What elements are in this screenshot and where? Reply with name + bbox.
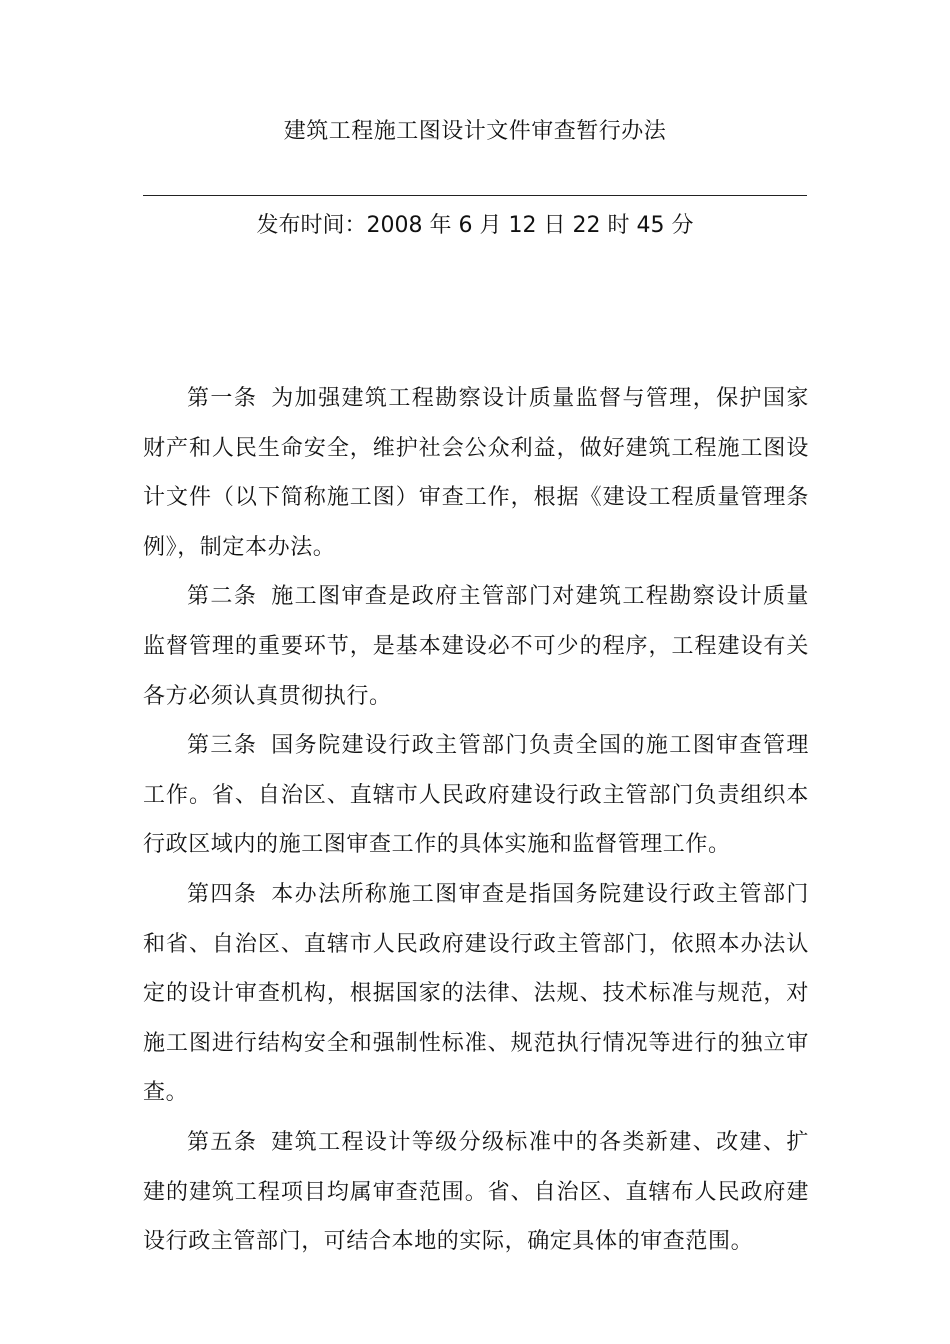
article-text: 建筑工程设计等级分级标准中的各类新建、改建、扩建的建筑工程项目均属审查范围。省、自治区、直辖布人民政府建设行政主管部门，可结合本地的实际，确定具体的审查范围。 [143,1129,809,1255]
article-text: 本办法所称施工图审查是指国务院建设行政主管部门和省、自治区、直辖市人民政府建设行政主管部门，依照本办法认定的设计审查机构，根据国家的法律、法规、技术标准与规范，对施工图进行结构安全和强制性标准、规范执行情况等进行的独立审查。 [143,881,809,1106]
publish-time: 发布时间：2008 年 6 月 12 日 22 时 45 分 [256,213,694,238]
article-number: 第二条 [187,584,258,610]
title-divider [143,195,807,196]
article-2 [143,572,809,721]
article-3 [143,721,809,870]
article-text: 国务院建设行政主管部门负责全国的施工图审查管理工作。省、自治区、直辖市人民政府建设行政主管部门负责组织本行政区域内的施工图审查工作的具体实施和监督管理工作。 [143,733,809,858]
document-title: 建筑工程施工图设计文件审查暂行办法 [283,119,667,144]
article-4 [143,870,809,1118]
article-text: 为加强建筑工程勘察设计质量监督与管理，保护国家财产和人民生命安全，维护社会公众利益，做好建筑工程施工图设计文件（以下简称施工图）审查工作，根据《建设工程质量管理条例》，制定本办法。 [143,386,809,560]
article-number: 第三条 [187,733,258,759]
article-1 [143,374,809,572]
article-number: 第五条 [187,1129,258,1155]
article-number: 第一条 [187,386,258,411]
article-5 [143,1118,809,1267]
article-number: 第四条 [187,881,258,907]
document-body [143,374,809,1267]
article-text: 施工图审查是政府主管部门对建筑工程勘察设计质量监督管理的重要环节，是基本建设必不可少的程序，工程建设有关各方必须认真贯彻执行。 [143,584,809,709]
